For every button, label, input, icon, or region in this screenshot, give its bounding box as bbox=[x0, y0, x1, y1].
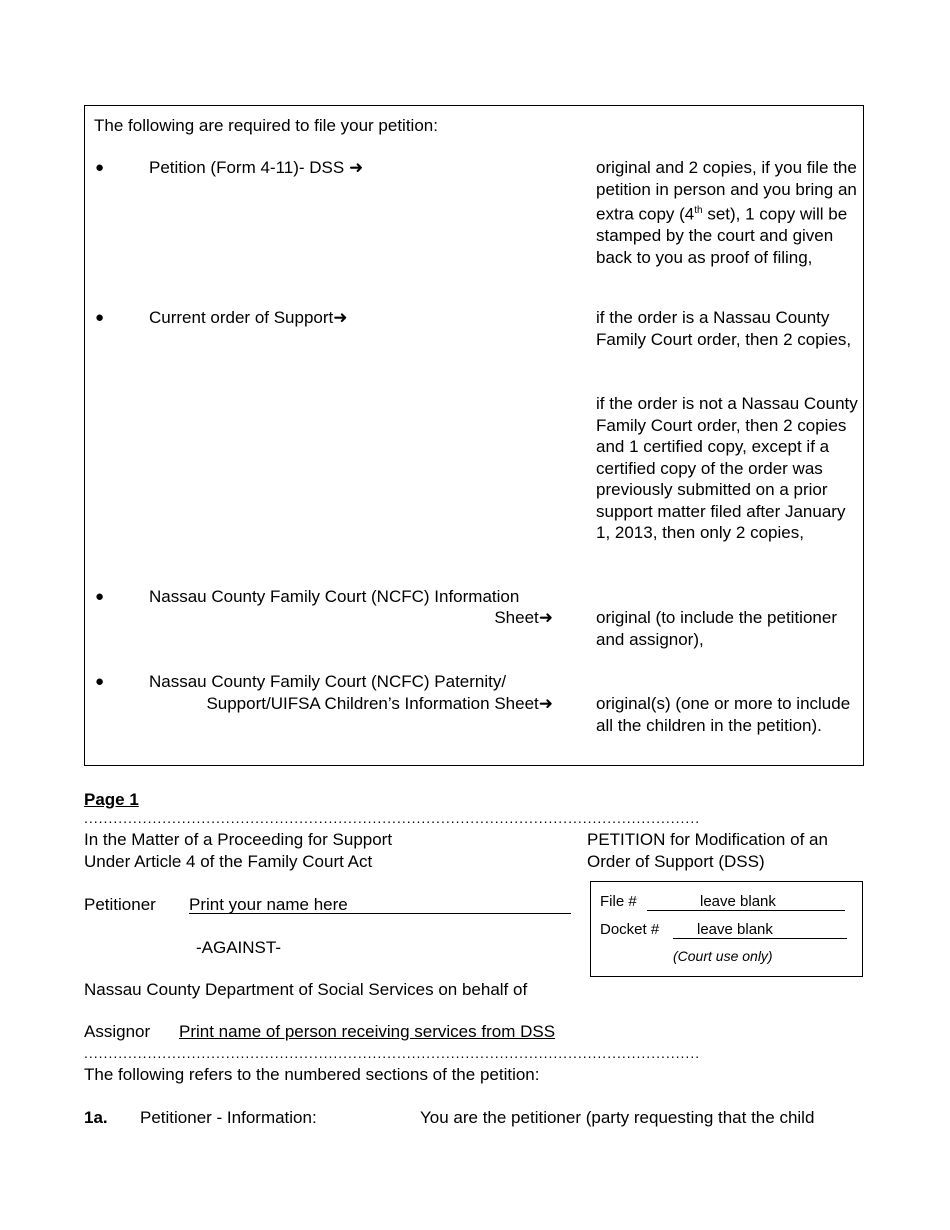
page-label: Page 1 bbox=[84, 790, 139, 809]
court-use-box bbox=[590, 881, 863, 977]
dotted-divider: .............................................................................................................................. bbox=[84, 1045, 701, 1061]
section-1a-number: 1a. bbox=[84, 1108, 108, 1127]
dotted-divider: .............................................................................................................................. bbox=[84, 810, 701, 826]
item-children-sheet-label-2: Support/UIFSA Children’s Information Sheet➜ bbox=[206, 694, 553, 713]
item-info-sheet-label-2: Sheet➜ bbox=[494, 608, 553, 627]
petitioner-label: Petitioner bbox=[84, 895, 156, 914]
item-info-sheet-note: original (to include the petitioner and assignor), bbox=[596, 608, 837, 649]
item-petition-note: original and 2 copies, if you file the petition in person and you bring an extra copy (4th set), 1 copy will be stamped by the court and given back to you as proof of filing, bbox=[596, 158, 857, 267]
section-1a-title: Petitioner - Information: bbox=[140, 1108, 317, 1127]
item-petition-label: Petition (Form 4-11)- DSS ➜ bbox=[149, 158, 364, 177]
petitioner-field[interactable]: Print your name here bbox=[189, 895, 348, 914]
file-underline bbox=[647, 910, 845, 911]
petition-title-line-1: PETITION for Modification of an bbox=[587, 830, 828, 849]
item-children-sheet-note: original(s) (one or more to include all the children in the petition). bbox=[596, 694, 851, 735]
item-info-sheet-label: Nassau County Family Court (NCFC) Information bbox=[149, 587, 520, 606]
requirements-box bbox=[84, 105, 864, 766]
matter-line-2: Under Article 4 of the Family Court Act bbox=[84, 852, 373, 871]
file-number-field[interactable]: leave blank bbox=[700, 893, 776, 910]
assignor-field[interactable]: Print name of person receiving services from DSS bbox=[179, 1022, 556, 1041]
docket-number-field[interactable]: leave blank bbox=[697, 921, 773, 938]
against-text: -AGAINST- bbox=[196, 938, 282, 957]
item-order-note: if the order is a Nassau County Family Court order, then 2 copies, bbox=[596, 308, 852, 349]
item-order-label: Current order of Support➜ bbox=[149, 308, 348, 327]
item-order-note-2: if the order is not a Nassau County Family Court order, then 2 copies and 1 certified copy, except if a certified copy of the order was previously submitted on a prior support matter filed after January 1, 2013, then only 2 copies, bbox=[596, 394, 858, 542]
bullet-icon: ● bbox=[95, 159, 105, 176]
file-label: File # bbox=[600, 893, 637, 910]
docket-underline bbox=[673, 938, 847, 939]
assignor-label: Assignor bbox=[84, 1022, 151, 1041]
bullet-icon: ● bbox=[95, 673, 105, 690]
requirements-heading: The following are required to file your petition: bbox=[94, 116, 438, 135]
docket-label: Docket # bbox=[600, 921, 660, 938]
item-children-sheet-label: Nassau County Family Court (NCFC) Paternity/ bbox=[149, 672, 507, 691]
matter-line-1: In the Matter of a Proceeding for Support bbox=[84, 830, 393, 849]
bullet-icon: ● bbox=[95, 588, 105, 605]
bullet-icon: ● bbox=[95, 309, 105, 326]
respondent-text: Nassau County Department of Social Services on behalf of bbox=[84, 980, 528, 999]
petitioner-underline bbox=[189, 913, 571, 914]
court-use-note: (Court use only) bbox=[673, 948, 773, 964]
refers-text: The following refers to the numbered sections of the petition: bbox=[84, 1065, 540, 1084]
section-1a-text: You are the petitioner (party requesting that the child bbox=[420, 1108, 815, 1127]
petition-title-line-2: Order of Support (DSS) bbox=[587, 852, 765, 871]
